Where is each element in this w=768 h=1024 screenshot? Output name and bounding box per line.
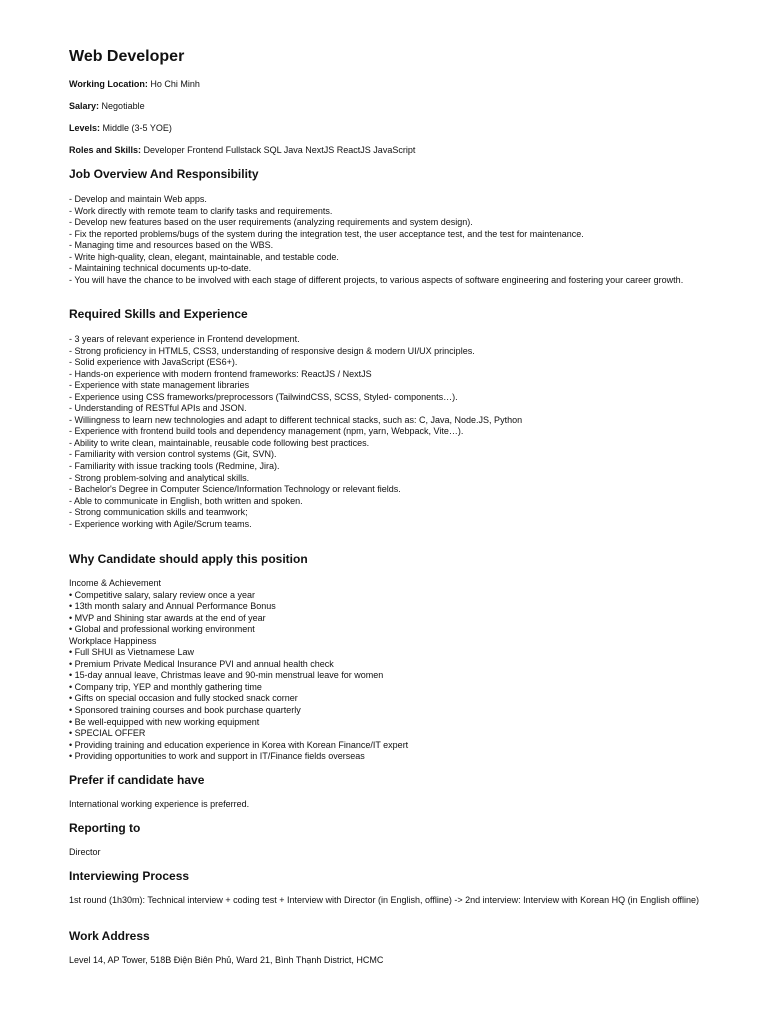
working-location-label: Working Location:	[69, 79, 148, 89]
prefer-heading: Prefer if candidate have	[69, 773, 205, 787]
list-item: - Strong proficiency in HTML5, CSS3, understanding of responsive design & modern UI/UX principles.	[69, 345, 475, 356]
skills-list	[69, 334, 729, 530]
list-item: - Bachelor's Degree in Computer Science/Information Technology or relevant fields.	[69, 484, 401, 495]
list-item: - Maintaining technical documents up-to-date.	[69, 263, 252, 274]
list-item: • Company trip, YEP and monthly gathering time	[69, 681, 262, 692]
list-item: - Experience using CSS frameworks/preprocessors (TailwindCSS, SCSS, Styled- components…).	[69, 391, 458, 402]
working-location-value: Ho Chi Minh	[150, 79, 200, 89]
working-location	[69, 78, 200, 90]
list-item: - Willingness to learn new technologies and adapt to different technical stacks, such as: C, Java, Node.JS, Python	[69, 414, 523, 425]
why-apply-list	[69, 578, 729, 763]
roles-value: Developer Frontend Fullstack SQL Java NextJS ReactJS JavaScript	[143, 145, 416, 155]
list-item: - Work directly with remote team to clarify tasks and requirements.	[69, 205, 333, 216]
overview-list	[69, 194, 729, 286]
list-item: - Develop and maintain Web apps.	[69, 194, 207, 204]
list-item: • Providing training and education experience in Korea with Korean Finance/IT expert	[69, 739, 409, 750]
list-item: - Hands-on experience with modern frontend frameworks: ReactJS / NextJS	[69, 368, 372, 379]
list-item: • Premium Private Medical Insurance PVI and annual health check	[69, 658, 334, 669]
list-item: - Experience with frontend build tools and dependency management (npm, yarn, Webpack, Vite…).	[69, 426, 464, 437]
list-item: - Experience working with Agile/Scrum teams.	[69, 518, 252, 529]
list-item: - Solid experience with JavaScript (ES6+).	[69, 357, 238, 368]
list-item: • MVP and Shining star awards at the end of year	[69, 612, 266, 623]
list-item: - Familiarity with issue tracking tools (Redmine, Jira).	[69, 461, 280, 472]
list-item: - Understanding of RESTful APIs and JSON.	[69, 403, 247, 414]
list-item: - Strong communication skills and teamwork;	[69, 507, 248, 518]
list-item: • Full SHUI as Vietnamese Law	[69, 647, 195, 658]
levels-value: Middle (3-5 YOE)	[102, 123, 172, 133]
levels	[69, 122, 172, 134]
why-apply-heading: Why Candidate should apply this position	[69, 552, 308, 566]
work-address-text: Level 14, AP Tower, 518B Điện Biên Phủ, Ward 21, Bình Thạnh District, HCMC	[69, 955, 384, 965]
work-address-heading: Work Address	[69, 929, 150, 943]
overview-heading: Job Overview And Responsibility	[69, 167, 259, 181]
interview-heading: Interviewing Process	[69, 869, 190, 883]
salary-value: Negotiable	[101, 101, 145, 111]
reporting-text: Director	[69, 847, 101, 857]
prefer-text: International working experience is preferred.	[69, 799, 250, 809]
roles-label: Roles and Skills:	[69, 145, 142, 155]
salary-label: Salary:	[69, 101, 100, 111]
list-item: Workplace Happiness	[69, 635, 157, 646]
list-item: - Fix the reported problems/bugs of the system during the integration test, the user acceptance test, and the test for maintenance.	[69, 228, 584, 239]
list-item: - Managing time and resources based on the WBS.	[69, 240, 274, 251]
levels-label: Levels:	[69, 123, 101, 133]
list-item: Income & Achievement	[69, 578, 162, 588]
list-item: - Familiarity with version control systems (Git, SVN).	[69, 449, 277, 460]
reporting-heading: Reporting to	[69, 821, 141, 835]
list-item: • 15-day annual leave, Christmas leave and 90-min menstrual leave for women	[69, 670, 384, 681]
list-item: - Write high-quality, clean, elegant, maintainable, and testable code.	[69, 251, 339, 262]
list-item: • SPECIAL OFFER	[69, 728, 146, 739]
skills-heading: Required Skills and Experience	[69, 307, 248, 321]
list-item: • Competitive salary, salary review once a year	[69, 589, 256, 600]
salary	[69, 100, 145, 112]
list-item: • Global and professional working environment	[69, 624, 255, 635]
list-item: - Experience with state management libraries	[69, 380, 250, 391]
page-title: Web Developer	[69, 48, 185, 65]
interview-text: 1st round (1h30m): Technical interview + coding test + Interview with Director (in English, offline) -> 2nd interview: Interview with Korean HQ (in English offline)	[69, 895, 700, 905]
list-item: - Develop new features based on the user requirements (analyzing requirements and system design).	[69, 217, 473, 228]
list-item: • Gifts on special occasion and fully stocked snack corner	[69, 693, 298, 704]
roles-and-skills	[69, 144, 415, 156]
list-item: • 13th month salary and Annual Performance Bonus	[69, 601, 276, 612]
list-item: - Able to communicate in English, both written and spoken.	[69, 495, 303, 506]
list-item: • Be well-equipped with new working equipment	[69, 716, 260, 727]
list-item: - 3 years of relevant experience in Frontend development.	[69, 334, 300, 344]
list-item: - You will have the chance to be involved with each stage of different projects, to various aspects of software engineering and fostering your career growth.	[69, 274, 684, 285]
list-item: - Ability to write clean, maintainable, reusable code following best practices.	[69, 437, 370, 448]
list-item: • Providing opportunities to work and support in IT/Finance fields overseas	[69, 751, 365, 762]
list-item: - Strong problem-solving and analytical skills.	[69, 472, 250, 483]
list-item: • Sponsored training courses and book purchase quarterly	[69, 705, 301, 716]
